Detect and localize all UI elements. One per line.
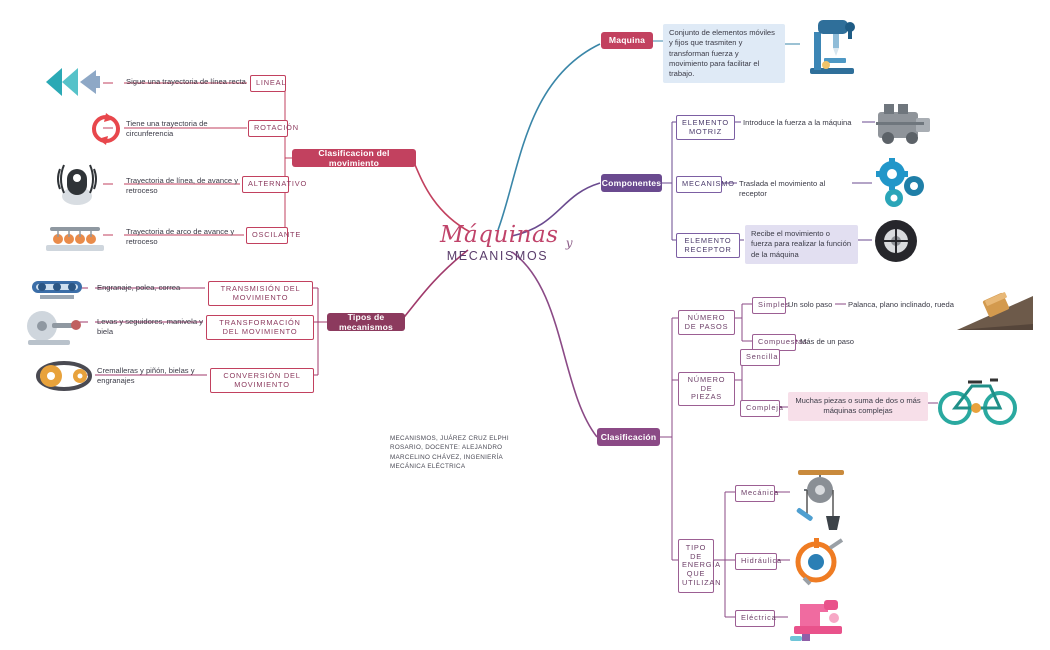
branch-componentes[interactable]: Componentes bbox=[601, 174, 662, 192]
branch-tipos-mecanismos[interactable]: Tipos de mecanismos bbox=[327, 313, 405, 331]
clasificacion-group-0-item-1[interactable]: Compuestas bbox=[752, 334, 796, 351]
movimiento-tag-1[interactable]: ROTACIÓN bbox=[248, 120, 288, 137]
clasificacion-group-1-tag[interactable]: NÚMERO DE PIEZAS bbox=[678, 372, 735, 406]
clasificacion-group-0-item-0-desc: Un solo paso bbox=[788, 300, 833, 309]
clasificacion-group-1-item-0[interactable]: Sencilla bbox=[740, 349, 780, 366]
credits-text: MECANISMOS, JUÁREZ CRUZ ELPHI ROSARIO, DOCENTE: ALEJANDRO MARCELINO CHÁVEZ, INGENIERÍA MECÁNICA ELÉCTRICA bbox=[390, 435, 509, 471]
movimiento-desc-3: Trayectoria de arco de avance y retroceso bbox=[126, 227, 235, 247]
mouse-click-illustration bbox=[54, 163, 100, 207]
mecanismos-desc-0: Engranaje, polea, correa bbox=[97, 283, 181, 292]
conveyor-illustration bbox=[30, 271, 84, 303]
movimiento-desc-2: Trayectoria de línea, de avance y retroceso bbox=[126, 176, 239, 196]
hydraulic-illustration bbox=[790, 536, 846, 588]
pulley-illustration bbox=[790, 468, 852, 536]
componentes-tag-2[interactable]: ELEMENTO RECEPTOR bbox=[676, 233, 740, 258]
sewing-machine-illustration bbox=[788, 592, 848, 644]
movimiento-tag-3[interactable]: OSCILANTE bbox=[246, 227, 288, 244]
branch-maquina[interactable]: Maquina bbox=[601, 32, 653, 49]
movimiento-desc-0: Sigue una trayectoria de línea recta bbox=[126, 77, 246, 86]
mecanismos-desc-1: Levas y seguidores, manivela y biela bbox=[97, 317, 203, 337]
drill-press-illustration bbox=[800, 12, 862, 78]
cam-crank-illustration bbox=[22, 306, 82, 350]
sprocket-chain-illustration bbox=[36, 356, 92, 396]
mecanismos-tag-2[interactable]: CONVERSIÓN DEL MOVIMIENTO bbox=[210, 368, 314, 393]
clasificacion-group-1-item-1[interactable]: Compleja bbox=[740, 400, 780, 417]
title-main: Máquinas bbox=[440, 222, 559, 248]
tire-illustration bbox=[872, 218, 920, 264]
componentes-desc-1: Traslada el movimiento al receptor bbox=[739, 179, 826, 199]
movimiento-desc-1: Tiene una trayectoria de circunferencia bbox=[126, 119, 208, 139]
componentes-tag-1[interactable]: MECANISMO bbox=[676, 176, 722, 193]
rotation-illustration bbox=[86, 110, 126, 148]
inclined-plane-illustration bbox=[955, 278, 1037, 338]
clasificacion-group-0-item-0-extra: Palanca, plano inclinado, rueda bbox=[848, 300, 954, 309]
gears-illustration bbox=[872, 158, 930, 210]
componentes-desc-0: Introduce la fuerza a la máquina bbox=[743, 118, 852, 127]
branch-clasificacion-movimiento[interactable]: Clasificacion del movimiento bbox=[292, 149, 416, 167]
clasificacion-group-0-item-0[interactable]: Simples bbox=[752, 297, 786, 314]
pendulum-illustration bbox=[46, 215, 104, 255]
clasificacion-group-2-tag[interactable]: TIPO DE ENERGÍA QUE UTILIZAN bbox=[678, 539, 714, 593]
clasificacion-group-1-item-1-desc: Muchas piezas o suma de dos o más máquinas complejas bbox=[788, 392, 928, 421]
bicycle-illustration bbox=[938, 366, 1018, 428]
title-ampersand: y bbox=[565, 236, 573, 250]
mecanismos-tag-1[interactable]: TRANSFORMACIÓN DEL MOVIMIENTO bbox=[206, 315, 314, 340]
mecanismos-tag-0[interactable]: TRANSMISIÓN DEL MOVIMIENTO bbox=[208, 281, 313, 306]
clasificacion-group-2-item-0[interactable]: Mecánica bbox=[735, 485, 775, 502]
page-title bbox=[440, 222, 573, 263]
movimiento-tag-0[interactable]: LINEAL bbox=[250, 75, 286, 92]
maquina-description: Conjunto de elementos móviles y fijos que trasmiten y transforman fuerza y movimiento para facilitar el trabajo. bbox=[663, 24, 785, 83]
clasificacion-group-2-item-1[interactable]: Hidráulica bbox=[735, 553, 777, 570]
clasificacion-group-2-item-2[interactable]: Eléctrica bbox=[735, 610, 775, 627]
engine-illustration bbox=[872, 98, 934, 148]
movimiento-tag-2[interactable]: ALTERNATIVO bbox=[242, 176, 289, 193]
clasificacion-group-0-item-1-desc: Más de un paso bbox=[800, 337, 855, 346]
branch-clasificacion[interactable]: Clasificación bbox=[597, 428, 660, 446]
mecanismos-desc-2: Cremalleras y piñón, bielas y engranajes bbox=[97, 366, 195, 386]
arrows-illustration bbox=[40, 64, 102, 100]
componentes-desc-2: Recibe el movimiento o fuerza para realizar la función de la máquina bbox=[745, 225, 858, 264]
title-sub: MECANISMOS bbox=[446, 249, 549, 263]
componentes-tag-0[interactable]: ELEMENTO MOTRIZ bbox=[676, 115, 735, 140]
clasificacion-group-0-tag[interactable]: NÚMERO DE PASOS bbox=[678, 310, 735, 335]
